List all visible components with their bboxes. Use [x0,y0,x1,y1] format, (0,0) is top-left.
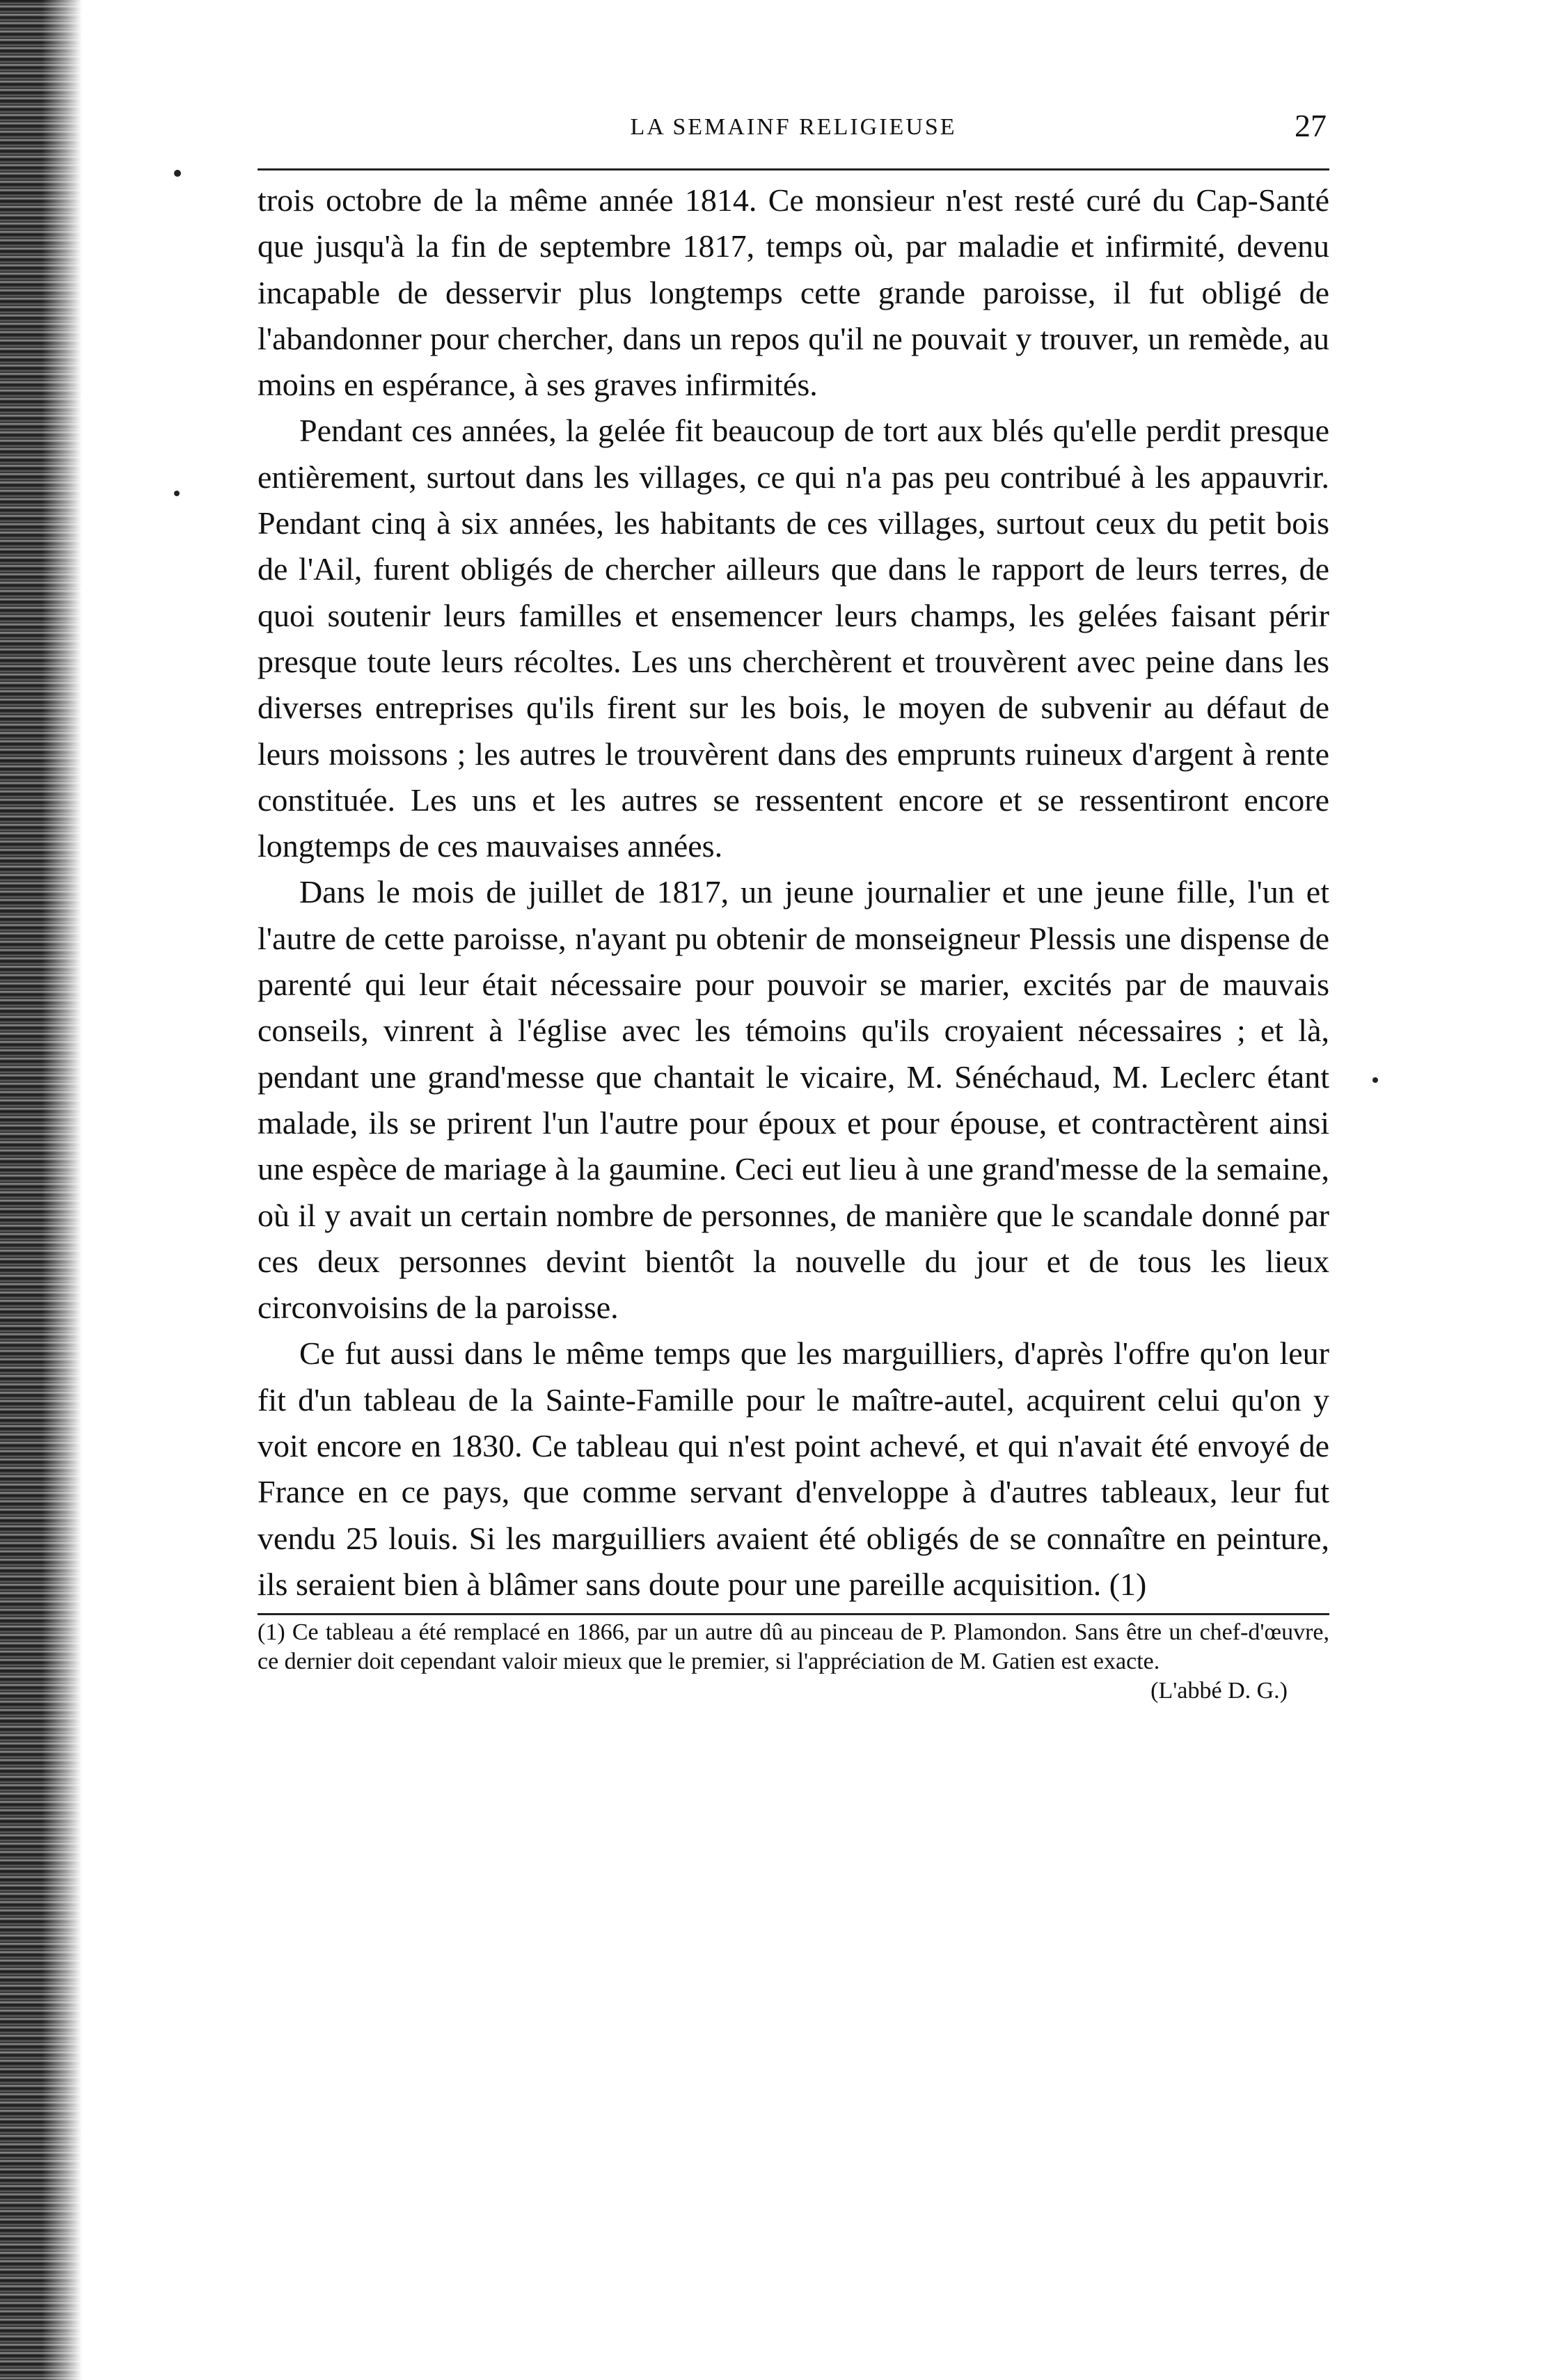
paragraph: Ce fut aussi dans le même temps que les marguilliers, d'après l'offre qu'on leur fit d'un tableau de la Sainte-Famille pour le maître-autel, acquirent celui qu'on y voit encore en 1830. Ce tableau qui n'est point achevé, et qui n'avait été envoyé de France en ce pays, que comme servant d'enveloppe à d'autres tableaux, leur fut vendu 25 louis. Si les marguilliers avaient été obligés de se connaître en peinture, ils seraient bien à blâmer sans doute pour une pareille acquisition. (1) [258,1335,1329,1602]
footnote-text: (1) Ce tableau a été remplacé en 1866, par un autre dû au pinceau de P. Plamondon. Sans être un chef-d'œuvre, ce dernier doit cependant valoir mieux que le premier, si l'appréciation de M. Gatien est exacte. [258,1619,1329,1675]
paragraph: Pendant ces années, la gelée fit beaucoup de tort aux blés qu'elle perdit presque entièrement, surtout dans les villages, ce qui n'a pas peu contribué à les appauvrir. Pendant cinq à six années, les habitants de ces villages, surtout ceux du petit bois de l'Ail, furent obligés de chercher ailleurs que dans le rapport de leurs terres, de quoi soutenir leurs familles et ensemencer leurs champs, les gelées faisant périr presque toute leurs récoltes. Les uns cherchèrent et trouvèrent avec peine dans les diverses entreprises qu'ils firent sur les bois, le moyen de subvenir au défaut de leurs moissons ; les autres le trouvèrent dans des emprunts ruineux d'argent à rente constituée. Les uns et les autres se ressentent encore et se ressentiront encore longtemps de ces mauvaises années. [258,413,1329,864]
paragraph: Dans le mois de juillet de 1817, un jeune journalier et une jeune fille, l'un et l'autre de cette paroisse, n'ayant pu obtenir de monseigneur Plessis une dispense de parenté qui leur était nécessaire pour pouvoir se marier, excités par de mauvais conseils, vinrent à l'église avec les témoins qu'ils croyaient nécessaires ; et là, pendant une grand'messe que chantait le vicaire, M. Sénéchaud, M. Leclerc étant malade, ils se prirent l'un l'autre pour époux et pour épouse, et contractèrent ainsi une espèce de mariage à la gaumine. Ceci eut lieu à une grand'messe de la semaine, où il y avait un certain nombre de personnes, de manière que le scandale donné par ces deux personnes devint bientôt la nouvelle du jour et de tous les lieux circonvoisins de la paroisse. [258,874,1329,1326]
footnote-rule [258,1613,1329,1615]
header-rule [258,168,1329,170]
footnote-signature: (L'abbé D. G.) [1150,1678,1288,1704]
book-binding-edge [0,0,82,2380]
paragraph-continued: trois octobre de la même année 1814. Ce monsieur n'est resté curé du Cap-Santé que jusqu'à la fin de septembre 1817, temps où, par maladie et infirmité, devenu incapable de desservir plus longtemps cette grande paroisse, il fut obligé de l'abandonner pour chercher, dans un repos qu'il ne pouvait y trouver, un remède, au moins en espérance, à ses graves infirmités. [258,182,1329,403]
page [258,104,1329,2262]
running-title: LA SEMAINF RELIGIEUSE [630,114,957,140]
footnote [258,1618,1329,1704]
body-text [258,177,1329,1608]
running-head [258,104,1329,153]
stray-ink-mark [174,170,181,177]
stray-ink-mark [1372,1077,1378,1083]
binding-shadow [42,0,82,2380]
page-number: 27 [1295,108,1327,143]
stray-ink-mark [174,491,180,496]
